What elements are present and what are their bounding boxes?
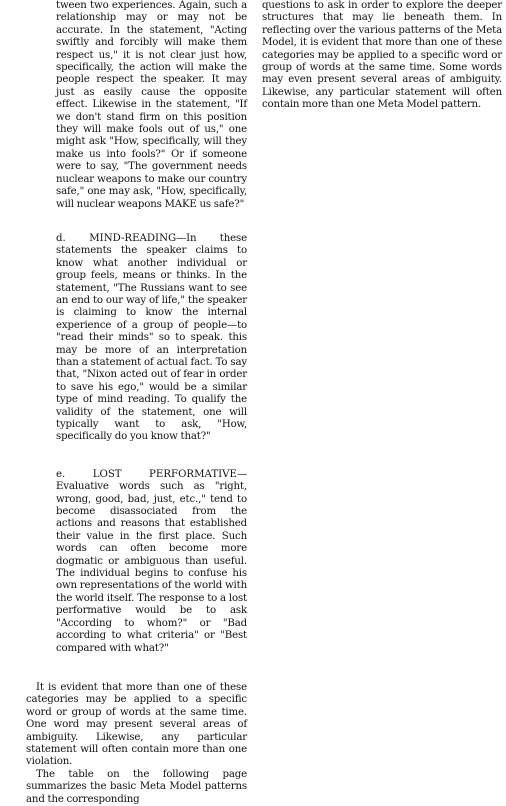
mind-reading-item [26,233,247,444]
causation-continuation-paragraph: tween two experiences. Again, such a relationship may or may not be accurate. In the statement, "Acting swiftly and forcibly will make them respect us," it is not clear just how, specifically, the action will make the people respect the speaker. It may just as easily cause the opposite effect. Likewise in the statement, "If we don't stand firm on this position they will make fools out of us," one might ask "How, specifically, will they make us into fools?" Or if someone were to say, "The government needs nuclear weapons to make our country safe," one may ask, "How, specifically, will nuclear weapons MAKE us safe?" [56,0,247,210]
summary-paragraph: It is evident that more than one of these categories may be applied to a specific word or group of words at the same time. One word may present several areas of ambiguity. Likewise, any particular statement will often contain more than one violation. [26,681,247,768]
mind-reading-label: d. MIND-READING [56,232,177,244]
right-column [262,0,502,112]
lost-performative-text: —Evaluative words such as "right, wrong, good, bad, just, etc.," tend to become disassociated from the actions and reasons that established their value in the first place. Such words can often become more dogmatic or ambiguous than useful. The individual begins to confuse his own representations of the world with the world itself. The response to a lost performative would be to ask "According to whom?" or "Bad according to what criteria" or "Best compared with what?" [56,468,247,654]
mind-reading-text: —In these statements the speaker claims to know what another individual or group feels, means or thinks. In the statement, "The Russians want to see an end to our way of life," the speaker is claiming to know the internal experience of a group of people—to "read their minds" so to speak. this may be more of an interpretation than a statement of actual fact. To say that, "Nixon acted out of fear in order to save his ego," would be a similar type of mind reading. To qualify the validity of the statement, one will typically want to ask, "How, specifically do you know that?" [56,232,247,443]
table-intro-paragraph: The table on the following page summarizes the basic Meta Model patterns and the corresponding [26,768,247,805]
lost-performative-item [26,469,247,655]
left-column [26,0,247,806]
right-continuation-paragraph: questions to ask in order to explore the deeper structures that may lie beneath them. In reflecting over the various patterns of the Meta Model, it is evident that more than one of these categories may be applied to a specific word or group of words at the same time. Some words may even present several areas of ambiguity. Likewise, any particular statement will often contain more than one Meta Model pattern. [262,0,502,111]
lost-performative-label: e. LOST PERFORMATIVE [56,468,237,480]
